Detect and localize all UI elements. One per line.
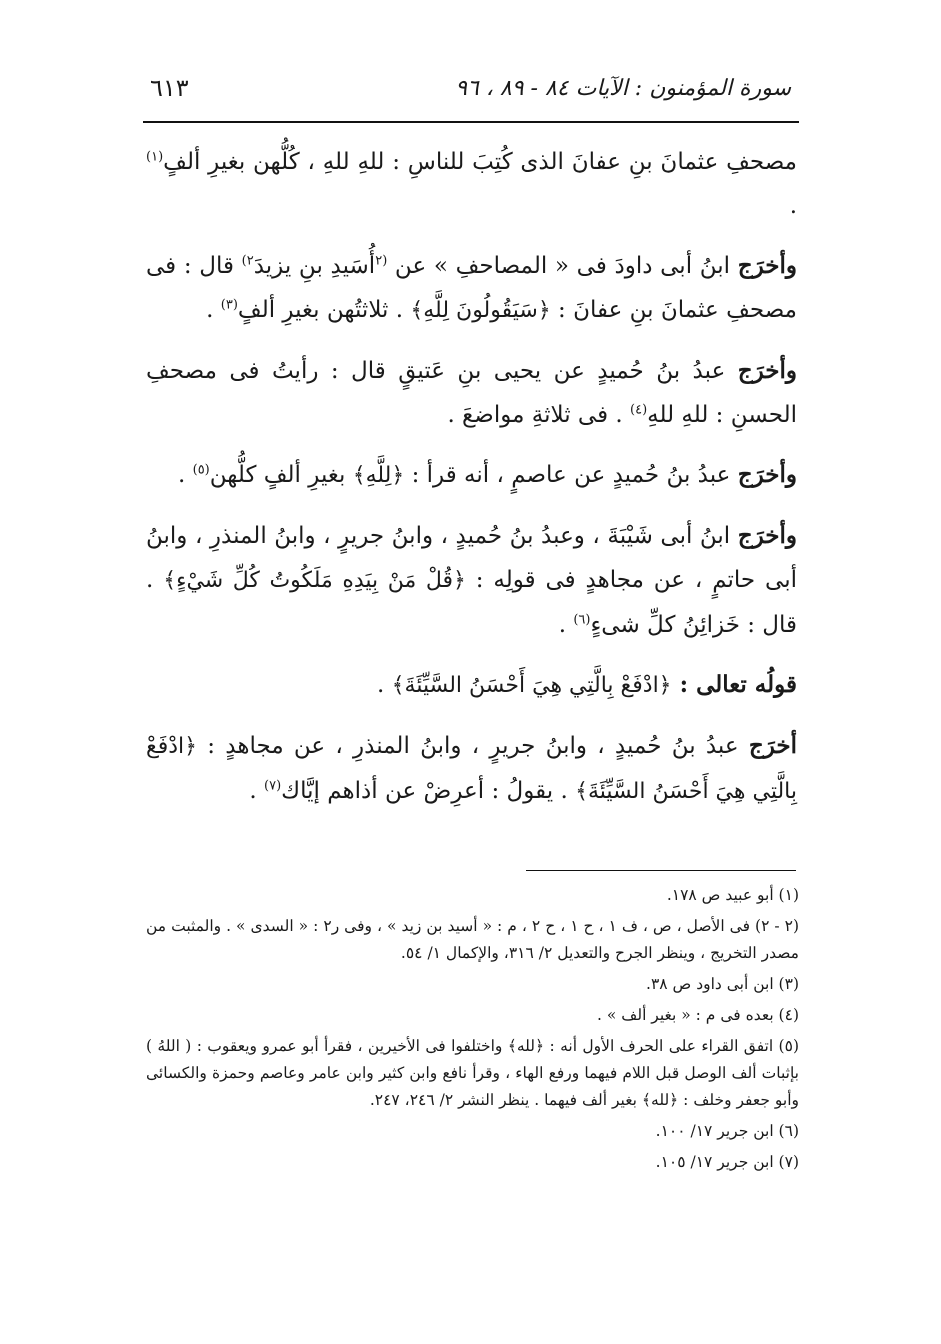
footnote-ref: (٤) (630, 402, 648, 418)
quran-quote: ﴿سَيَقُولُونَ لِلَّهِ﴾ (410, 298, 551, 323)
paragraph-1 (146, 140, 797, 228)
footnote-ref: (٦) (573, 612, 591, 628)
footnote-ref: (٢ (375, 253, 388, 269)
footnote-ref: (٥) (192, 462, 210, 478)
footnote: (١) أبو عبيد ص ١٧٨. (666, 886, 799, 904)
running-title: سورة المؤمنون : الآيات ٨٤ - ٨٩ ، ٩٦ (455, 75, 791, 101)
footnote-ref: (٧) (264, 778, 282, 794)
text: قال : فى مصحفِ عثمانَ بنِ عفانَ : (146, 253, 797, 323)
lead-word: وأخرَج (737, 357, 797, 384)
quran-quote: ﴿ادْفَعْ بِالَّتِي هِيَ أَحْسَنُ السَّيِّئَةَ﴾ (391, 673, 672, 698)
main-text (146, 140, 797, 830)
text: ابنُ أبى داودَ فى « المصاحفِ » عن (387, 253, 738, 279)
text: مصحفِ عثمانَ بنِ عفانَ الذى كُتِبَ للناسِ : للهِ للهِ ، كُلُّهن بغيرِ ألفٍ (163, 149, 797, 175)
text: . (177, 462, 193, 488)
footnote-ref: ٢) (241, 253, 254, 269)
lead-word: وأخرَج (737, 522, 797, 549)
page-number: ٦١٣ (150, 74, 189, 102)
text: . ثلاثتُهن بغيرِ ألفٍ (237, 297, 411, 323)
text: بغيرِ ألفٍ كلُّهن (209, 462, 353, 488)
text: عبدُ بنُ حُميدٍ ، وابنُ جريرٍ ، وابنُ المنذرِ ، عن مجاهدٍ : (197, 733, 749, 759)
text: . (206, 297, 221, 323)
footnote: (٥) اتفق القراء على الحرف الأول أنه : ﴿لله﴾ واختلفوا فى الأخيرين ، فقرأ أبو عمرو ويعقوب : ( اللهُ ) بإثبات ألف الوصل قبل اللام فيهما ورفع الهاء ، وقرأ نافع وابن كثير وابن عامر وعاصم وحمزة والكسائى وأبو جعفر وخلف : ﴿لله﴾ بغير ألف فيهما . ينظر النشر ٢/ ٢٤٦، ٢٤٧. (146, 1037, 799, 1109)
text: عبدُ بنُ حُميدٍ عن يحيى بنِ عَتيقٍ قال : رأيتُ فى مصحفِ الحسنِ : للهِ للهِ (146, 358, 797, 428)
text: . (377, 672, 392, 698)
footnote-rule (526, 870, 796, 871)
heading-lead: قولُه تعالى : (671, 671, 797, 698)
text: أُسَيدِ بنِ يزيدَ (253, 253, 376, 279)
footnote: (٦) ابن جرير ١٧/ ١٠٠. (655, 1122, 799, 1140)
footnote: (٣) ابن أبى داود ص ٣٨. (646, 975, 799, 993)
text: . قال : خَزائِنُ كلِّ شىءٍ (146, 567, 797, 638)
text: ابنُ أبى شَيْبَةَ ، وعبدُ بنُ حُميدٍ ، وابنُ جريرٍ ، وابنُ المنذرِ ، وابنُ أبى حاتمٍ ، عن مجاهدٍ فى قولِه : (146, 523, 797, 593)
lead-word: وأخرَج (737, 252, 798, 279)
paragraph-5 (146, 514, 797, 647)
text: . يقولُ : أعرِضْ عن أذاهم إيَّاك (281, 778, 576, 804)
lead-word: أخرَج (748, 732, 797, 759)
paragraph-7 (146, 724, 797, 814)
footnote: (٧) ابن جرير ١٧/ ١٠٥. (655, 1153, 799, 1171)
quran-quote: ﴿قُلْ مَنْ بِيَدِهِ مَلَكُوتُ كُلِّ شَيْءٍ﴾ (163, 568, 466, 593)
footnote-ref: (٣) (220, 297, 238, 313)
text: . (249, 778, 264, 804)
lead-word: وأخرَج (737, 461, 797, 488)
footnote: (٤) بعده فى م : « بغير ألف » . (597, 1006, 799, 1024)
paragraph-3 (146, 349, 797, 437)
footnote-ref: (١) (146, 149, 164, 165)
quran-quote: ﴿ادْفَعْ بِالَّتِي هِيَ أَحْسَنُ السَّيِّئَةَ﴾ (146, 734, 797, 804)
section-heading (146, 663, 797, 708)
text: . (789, 193, 797, 219)
paragraph-4 (146, 453, 797, 498)
text: . فى ثلاثةِ مواضعَ . (447, 402, 630, 428)
footnote: (٢ - ٢) فى الأصل ، ص ، ف ١ ، ح ١ ، ح ٢ ، م : « أسيد بن زيد » ، وفى ر٢ : « السدى » . والمثبت من مصدر التخريج ، وينظر الجرح والتعديل ٢/ ٣١٦، والإكمال ١/ ٥٤. (146, 917, 800, 962)
footnotes (146, 882, 799, 1180)
header-rule (143, 121, 799, 123)
text: عبدُ بنُ حُميدٍ عن عاصمٍ ، أنه قرأ : (404, 462, 738, 488)
quran-quote: ﴿لِلَّهِ﴾ (352, 463, 405, 488)
paragraph-2 (146, 244, 797, 333)
page-header (150, 66, 791, 110)
text: . (558, 612, 574, 638)
